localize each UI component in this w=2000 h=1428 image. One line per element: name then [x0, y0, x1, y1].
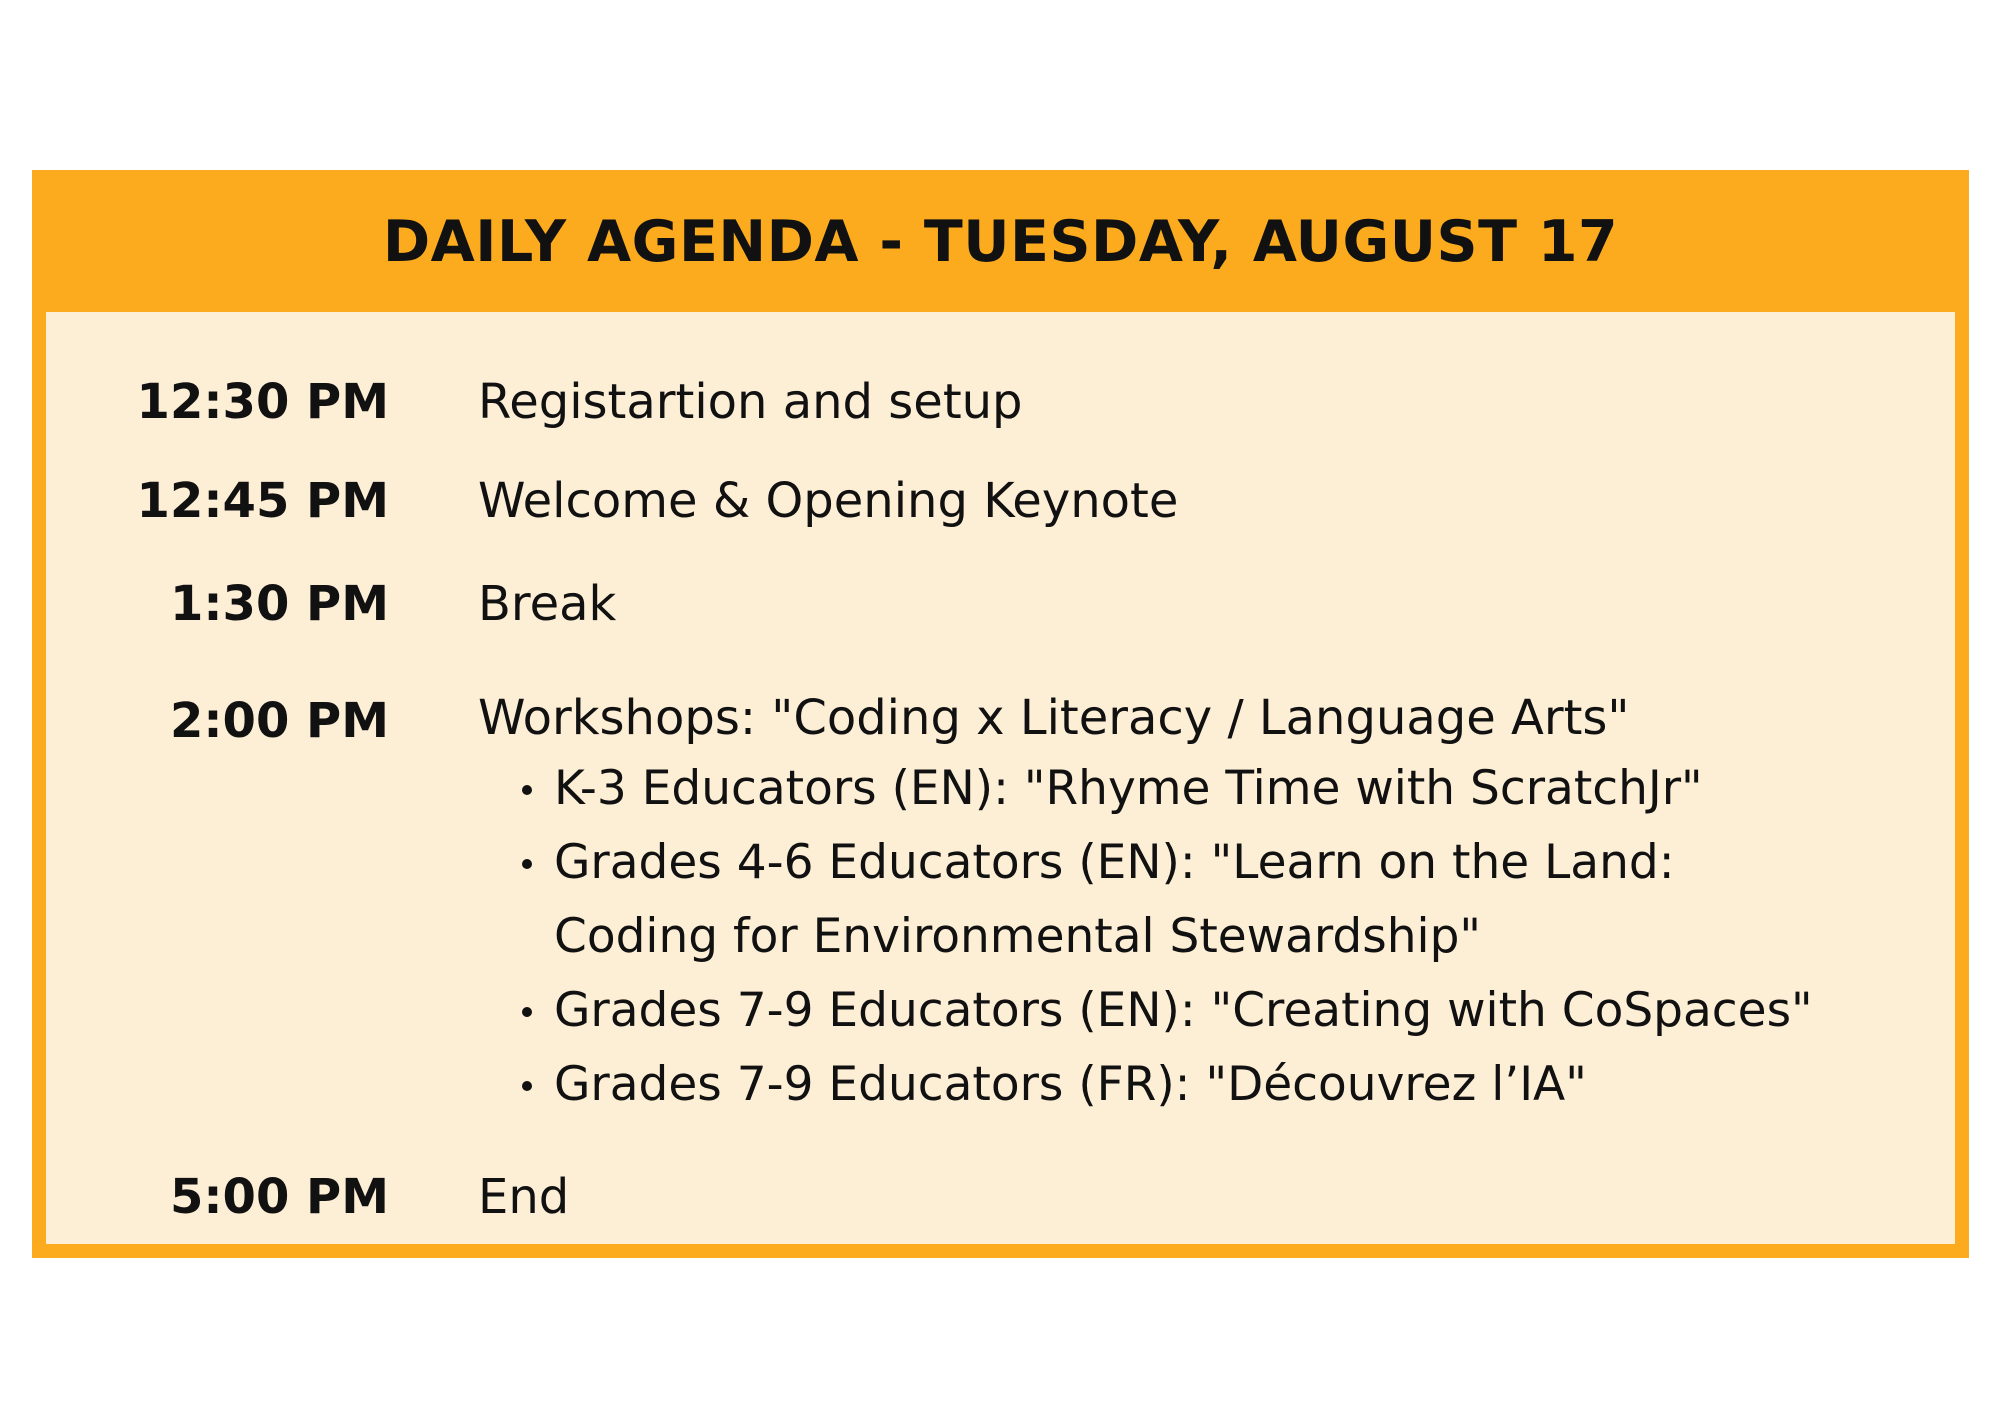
agenda-title: DAILY AGENDA - TUESDAY, AUGUST 17 [382, 209, 1619, 275]
agenda-description-registration: Registartion and setup [478, 374, 1023, 430]
agenda-header [32, 170, 1969, 312]
bullet-icon [522, 1081, 532, 1091]
workshop-item-line: Coding for Environmental Stewardship" [554, 909, 1482, 964]
workshop-item [514, 974, 1813, 1048]
workshop-item [514, 752, 1813, 826]
workshop-item-line: K-3 Educators (EN): "Rhyme Time with ScratchJr" [554, 761, 1703, 816]
workshop-item [514, 826, 1813, 974]
agenda-description-break: Break [478, 576, 617, 632]
workshop-item [514, 1048, 1813, 1122]
workshop-item-line: Grades 7-9 Educators (FR): "Découvrez l’IA" [554, 1057, 1587, 1112]
bullet-icon [522, 859, 532, 869]
bullet-icon [522, 1007, 532, 1017]
workshop-list [514, 752, 1813, 1122]
agenda-description-workshops: Workshops: "Coding x Literacy / Language Arts" [478, 690, 1630, 746]
bullet-icon [522, 785, 532, 795]
agenda-description-welcome: Welcome & Opening Keynote [478, 473, 1179, 529]
agenda-time-1230: 12:30 PM [136, 374, 389, 430]
agenda-time-500: 5:00 PM [169, 1169, 389, 1225]
agenda-card [32, 170, 1969, 1258]
agenda-description-end: End [478, 1169, 570, 1225]
agenda-time-1245: 12:45 PM [136, 473, 389, 529]
agenda-time-130: 1:30 PM [169, 576, 389, 632]
agenda-body [46, 312, 1955, 1244]
workshop-item-line: Grades 7-9 Educators (EN): "Creating with CoSpaces" [554, 983, 1813, 1038]
workshop-item-line: Grades 4-6 Educators (EN): "Learn on the Land: [554, 835, 1675, 890]
agenda-time-200: 2:00 PM [169, 693, 389, 749]
